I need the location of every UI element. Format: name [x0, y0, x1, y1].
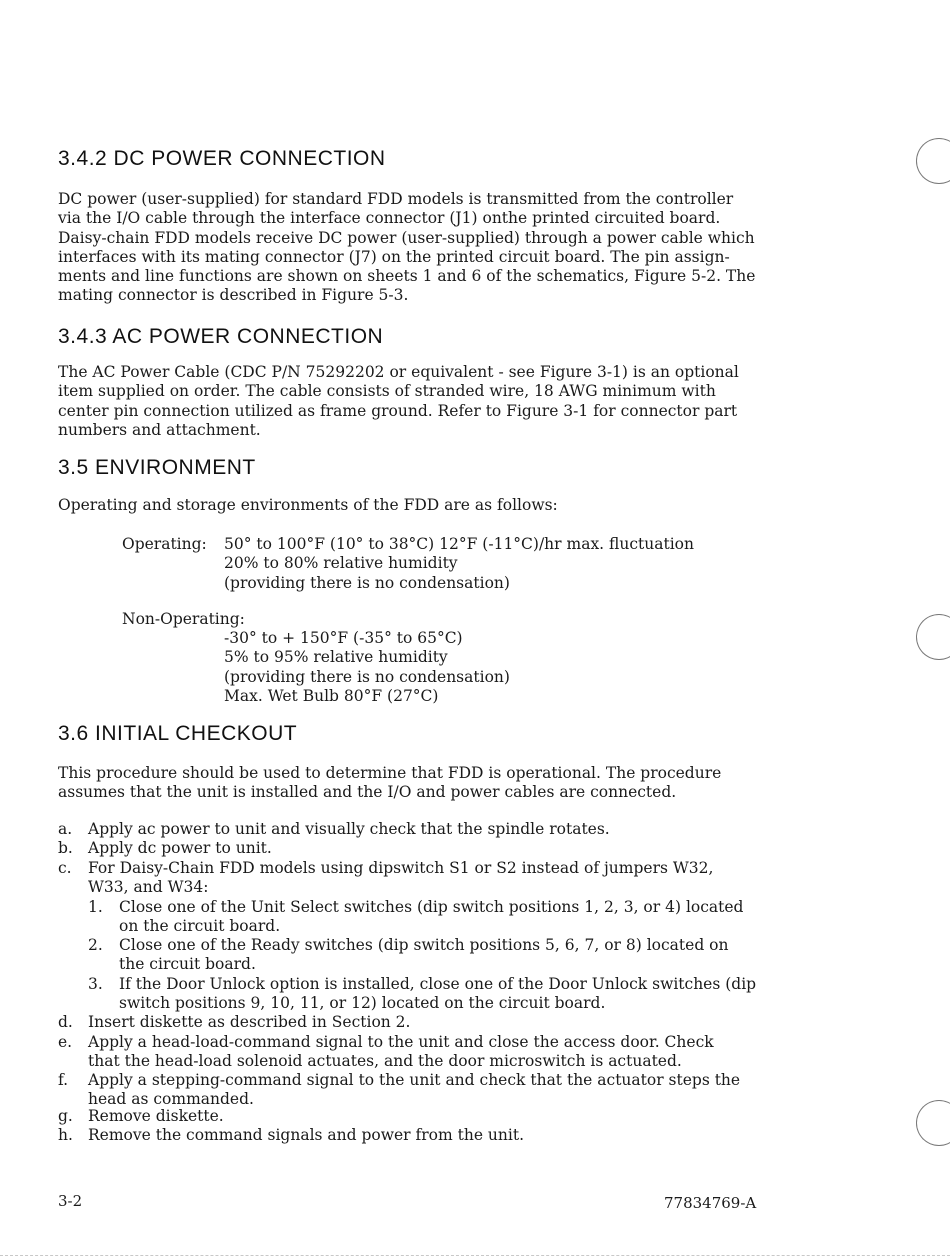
page-number: 3-2 — [58, 1192, 83, 1210]
page-edge-line — [0, 1255, 950, 1256]
checkout-intro: This procedure should be used to determine that FDD is operational. The procedure assumes that the unit is installed and the I/O and power cables are connected. — [58, 764, 722, 802]
operating-label: Operating: — [122, 535, 207, 553]
heading-ac-power: 3.4.3 AC POWER CONNECTION — [58, 325, 384, 348]
paragraph-dc-power: DC power (user-supplied) for standard FDD models is transmitted from the controller via the I/O cable through the interface connector (J1) onthe printed circuited board. Daisy-chain FDD models receive DC power (user-supplied) through a power cable which interfaces with its mating connector (J7) on the printed circuit board. The pin assign- ments and line functions are shown on sheets 1 and 6 of the schematics, Figure 5-2. The mating connector is described in Figure 5-3. — [58, 190, 756, 305]
nonoperating-values: -30° to + 150°F (-35° to 65°C) 5% to 95% relative humidity (providing there is no condensation) Max. Wet Bulb 80°F (27°C) — [224, 629, 510, 705]
binder-hole-middle — [916, 614, 950, 660]
heading-dc-power: 3.4.2 DC POWER CONNECTION — [58, 147, 386, 170]
nonoperating-label: Non-Operating: — [122, 610, 245, 628]
operating-values: 50° to 100°F (10° to 38°C) 12°F (-11°C)/hr max. fluctuation 20% to 80% relative humidity (providing there is no condensation) — [224, 535, 694, 592]
paragraph-ac-power: The AC Power Cable (CDC P/N 75292202 or equivalent - see Figure 3-1) is an optional item supplied on order. The cable consists of stranded wire, 18 AWG minimum with center pin connection utilized as frame ground. Refer to Figure 3-1 for connector part numbers and attachment. — [58, 363, 739, 439]
environment-intro: Operating and storage environments of the FDD are as follows: — [58, 496, 558, 514]
heading-environment: 3.5 ENVIRONMENT — [58, 456, 256, 479]
binder-hole-top — [916, 138, 950, 184]
document-page: 3.4.2 DC POWER CONNECTION DC power (user-supplied) for standard FDD models is transmitted from the controller via the I/O cable through the interface connector (J1) onthe printed circuited board. Daisy-chain FDD models receive DC power (user-supplied) through a power cable which interfaces with its mating connector (J7) on the printed circuit board. The pin assign- ments and line functions are shown on sheets 1 and 6 of the schematics, Figure 5-2. The mating connector is described in Figure 5-3. 3.4.3 AC POWER CONNECTION The AC Power Cable (CDC P/N 75292202 or equivalent - see Figure 3-1) is an optional item supplied on order. The cable consists of stranded wire, 18 AWG minimum with center pin connection utilized as frame ground. Refer to Figure 3-1 for connector part numbers and attachment. 3.5 ENVIRONMENT Operating and storage environments of the FDD are as follows: Operating: 50° to 100°F (10° to 38°C) 12°F (-11°C)/hr max. fluctuation 20% to 80% relative humidity (providing there is no condensation) Non-Operating: -30° to + 150°F (-35° to 65°C) 5% to 95% relative humidity (providing there is no condensation) Max. Wet Bulb 80°F (27°C) 3.6 INITIAL CHECKOUT This procedure should be used to determine that FDD is operational. The procedure assumes that the unit is installed and the I/O and power cables are connected. a. Apply ac power to unit and visually check that the spindle rotates. b. Apply dc power to unit. c. For Daisy-Chain FDD models using dipswitch S1 or S2 instead of jumpers W32, W33, and W34: 1. Close one of the Unit Select switches (dip switch positions 1, 2, 3, or 4) located on the circuit board. 2. Close one of the Ready switches (dip switch positions 5, 6, 7, or 8) located on the circuit board. 3. If the Door Unlock option is installed, close one of the Door Unlock switches (dip switch positions 9, 10, 11, or 12) located on the circuit board. d. Insert diskette as described in Section 2. e. Apply a head-load-command signal to the unit and close the access door. Check that the head-load solenoid actuates, and the door microswitch is actuated. f. Apply a stepping-command signal to the unit and check that the actuator steps the head as commanded. g. Remove diskette. h. Remove the command signals and power from the unit. 3-2 77834769-A — [0, 0, 950, 1260]
heading-initial-checkout: 3.6 INITIAL CHECKOUT — [58, 722, 298, 745]
document-number: 77834769-A — [664, 1194, 757, 1212]
binder-hole-bottom — [916, 1100, 950, 1146]
